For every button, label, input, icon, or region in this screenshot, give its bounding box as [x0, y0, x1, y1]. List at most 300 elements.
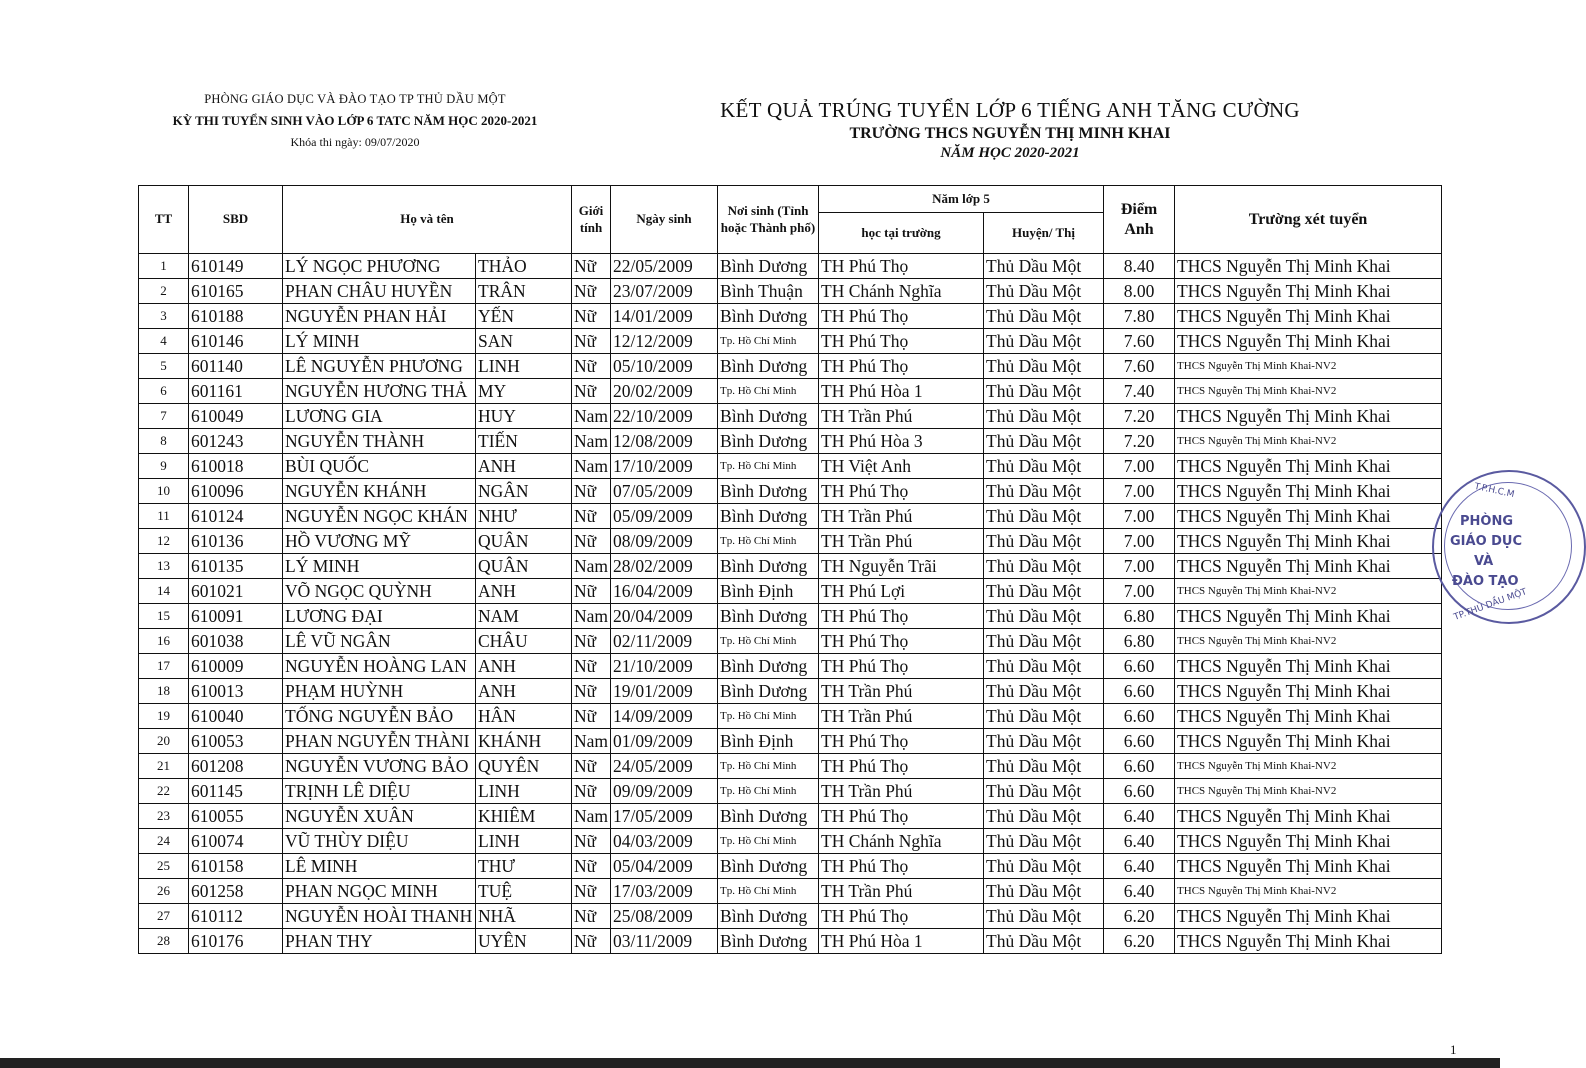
table-row [139, 679, 1442, 704]
row-sbd: 610013 [189, 679, 283, 704]
row-birthplace: Bình Định [718, 579, 819, 604]
row-last-name: LÝ NGỌC PHƯƠNG [283, 254, 476, 279]
row-gender: Nữ [572, 754, 611, 779]
row-school5: TH Phú Thọ [819, 629, 984, 654]
row-last-name: PHAN CHÂU HUYỀN [283, 279, 476, 304]
row-target: THCS Nguyễn Thị Minh Khai [1175, 304, 1442, 329]
row-first-name: LINH [476, 354, 572, 379]
row-school5: TH Trần Phú [819, 879, 984, 904]
table-row [139, 704, 1442, 729]
row-tt: 18 [139, 679, 189, 704]
row-first-name: YẾN [476, 304, 572, 329]
row-last-name: PHAN NGUYỄN THÀNI [283, 729, 476, 754]
row-gender: Nữ [572, 929, 611, 954]
row-tt: 3 [139, 304, 189, 329]
row-target: THCS Nguyễn Thị Minh Khai [1175, 654, 1442, 679]
row-target: THCS Nguyễn Thị Minh Khai [1175, 604, 1442, 629]
row-district: Thủ Dầu Một [984, 654, 1104, 679]
row-sbd: 610135 [189, 554, 283, 579]
row-target: THCS Nguyễn Thị Minh Khai-NV2 [1175, 429, 1442, 454]
row-school5: TH Phú Hòa 1 [819, 929, 984, 954]
row-last-name: NGUYỄN HOÀI THANH [283, 904, 476, 929]
row-first-name: CHÂU [476, 629, 572, 654]
row-target: THCS Nguyễn Thị Minh Khai-NV2 [1175, 754, 1442, 779]
scan-edge [0, 1058, 1500, 1068]
exam-date: Khóa thi ngày: 09/07/2020 [290, 135, 420, 149]
row-last-name: PHAN THY [283, 929, 476, 954]
row-gender: Nữ [572, 779, 611, 804]
row-sbd: 601243 [189, 429, 283, 454]
row-last-name: PHẠM HUỲNH [283, 679, 476, 704]
table-row [139, 729, 1442, 754]
row-school5: TH Phú Thọ [819, 854, 984, 879]
row-district: Thủ Dầu Một [984, 479, 1104, 504]
row-score: 8.40 [1104, 254, 1175, 279]
row-dob: 12/12/2009 [611, 329, 718, 354]
row-first-name: LINH [476, 829, 572, 854]
row-score: 7.00 [1104, 504, 1175, 529]
row-dob: 22/10/2009 [611, 404, 718, 429]
row-tt: 23 [139, 804, 189, 829]
table-row [139, 329, 1442, 354]
table-row [139, 854, 1442, 879]
row-birthplace: Tp. Hồ Chí Minh [718, 754, 819, 779]
row-dob: 17/03/2009 [611, 879, 718, 904]
row-birthplace: Tp. Hồ Chí Minh [718, 879, 819, 904]
row-first-name: UYÊN [476, 929, 572, 954]
row-target: THCS Nguyễn Thị Minh Khai [1175, 554, 1442, 579]
row-sbd: 610009 [189, 654, 283, 679]
row-district: Thủ Dầu Một [984, 904, 1104, 929]
row-district: Thủ Dầu Một [984, 554, 1104, 579]
row-district: Thủ Dầu Một [984, 829, 1104, 854]
table-row [139, 929, 1442, 954]
results-table [138, 185, 1442, 954]
row-last-name: LÊ MINH [283, 854, 476, 879]
row-target: THCS Nguyễn Thị Minh Khai [1175, 704, 1442, 729]
row-sbd: 610055 [189, 804, 283, 829]
row-district: Thủ Dầu Một [984, 279, 1104, 304]
row-school5: TH Phú Thọ [819, 304, 984, 329]
row-district: Thủ Dầu Một [984, 329, 1104, 354]
row-sbd: 610165 [189, 279, 283, 304]
row-sbd: 610091 [189, 604, 283, 629]
row-sbd: 601258 [189, 879, 283, 904]
table-row [139, 904, 1442, 929]
row-last-name: BÙI QUỐC [283, 454, 476, 479]
row-district: Thủ Dầu Một [984, 754, 1104, 779]
row-sbd: 601038 [189, 629, 283, 654]
row-tt: 8 [139, 429, 189, 454]
row-first-name: HÂN [476, 704, 572, 729]
row-school5: TH Phú Hòa 3 [819, 429, 984, 454]
row-score: 7.60 [1104, 354, 1175, 379]
row-last-name: VÕ NGỌC QUỲNH [283, 579, 476, 604]
row-sbd: 610053 [189, 729, 283, 754]
row-gender: Nữ [572, 329, 611, 354]
row-gender: Nữ [572, 829, 611, 854]
table-row [139, 654, 1442, 679]
page-number: 1 [1450, 1042, 1457, 1057]
row-school5: TH Phú Thọ [819, 804, 984, 829]
row-first-name: KHÁNH [476, 729, 572, 754]
table-row [139, 779, 1442, 804]
row-dob: 20/04/2009 [611, 604, 718, 629]
row-last-name: NGUYỄN VƯƠNG BẢO [283, 754, 476, 779]
row-first-name: NGÂN [476, 479, 572, 504]
row-first-name: QUÂN [476, 554, 572, 579]
row-tt: 26 [139, 879, 189, 904]
row-school5: TH Trần Phú [819, 704, 984, 729]
row-first-name: TRÂN [476, 279, 572, 304]
row-birthplace: Bình Dương [718, 304, 819, 329]
row-last-name: NGUYỄN KHÁNH [283, 479, 476, 504]
row-school5: TH Việt Anh [819, 454, 984, 479]
row-last-name: PHAN NGỌC MINH [283, 879, 476, 904]
row-birthplace: Bình Định [718, 729, 819, 754]
row-birthplace: Bình Dương [718, 929, 819, 954]
row-dob: 01/09/2009 [611, 729, 718, 754]
table-row [139, 754, 1442, 779]
row-sbd: 601145 [189, 779, 283, 804]
row-tt: 15 [139, 604, 189, 629]
row-score: 7.60 [1104, 329, 1175, 354]
row-dob: 23/07/2009 [611, 279, 718, 304]
stamp-line-4: ĐÀO TẠO [1452, 574, 1519, 589]
row-birthplace: Bình Dương [718, 479, 819, 504]
row-last-name: NGUYỄN THÀNH [283, 429, 476, 454]
row-target: THCS Nguyễn Thị Minh Khai [1175, 329, 1442, 354]
row-school5: TH Chánh Nghĩa [819, 829, 984, 854]
row-dob: 09/09/2009 [611, 779, 718, 804]
row-last-name: TỐNG NGUYỄN BẢO [283, 704, 476, 729]
row-target: THCS Nguyễn Thị Minh Khai-NV2 [1175, 354, 1442, 379]
row-score: 7.00 [1104, 579, 1175, 604]
row-score: 7.80 [1104, 304, 1175, 329]
row-score: 7.00 [1104, 479, 1175, 504]
row-school5: TH Trần Phú [819, 529, 984, 554]
col-grade5-header: Năm lớp 5 [819, 186, 1104, 213]
stamp-line-1: PHÒNG [1460, 514, 1514, 529]
row-target: THCS Nguyễn Thị Minh Khai [1175, 804, 1442, 829]
row-gender: Nữ [572, 704, 611, 729]
row-dob: 03/11/2009 [611, 929, 718, 954]
row-tt: 28 [139, 929, 189, 954]
row-birthplace: Bình Dương [718, 354, 819, 379]
row-birthplace: Bình Dương [718, 429, 819, 454]
row-score: 6.60 [1104, 779, 1175, 804]
table-row [139, 454, 1442, 479]
row-score: 6.60 [1104, 679, 1175, 704]
row-tt: 12 [139, 529, 189, 554]
row-score: 6.60 [1104, 704, 1175, 729]
row-first-name: ANH [476, 679, 572, 704]
row-score: 6.60 [1104, 754, 1175, 779]
document-title: KẾT QUẢ TRÚNG TUYỂN LỚP 6 TIẾNG ANH TĂNG CƯỜNG [720, 98, 1300, 122]
row-school5: TH Trần Phú [819, 504, 984, 529]
row-dob: 20/02/2009 [611, 379, 718, 404]
row-gender: Nữ [572, 304, 611, 329]
official-stamp [1432, 470, 1586, 624]
row-dob: 16/04/2009 [611, 579, 718, 604]
table-row [139, 304, 1442, 329]
row-gender: Nữ [572, 579, 611, 604]
row-birthplace: Bình Dương [718, 554, 819, 579]
row-first-name: KHIÊM [476, 804, 572, 829]
row-birthplace: Bình Dương [718, 254, 819, 279]
row-tt: 4 [139, 329, 189, 354]
row-sbd: 601208 [189, 754, 283, 779]
row-last-name: HỒ VƯƠNG MỸ [283, 529, 476, 554]
row-tt: 14 [139, 579, 189, 604]
row-target: THCS Nguyễn Thị Minh Khai [1175, 529, 1442, 554]
row-district: Thủ Dầu Một [984, 429, 1104, 454]
table-row [139, 804, 1442, 829]
row-sbd: 601140 [189, 354, 283, 379]
row-gender: Nam [572, 404, 611, 429]
row-district: Thủ Dầu Một [984, 854, 1104, 879]
table-row [139, 404, 1442, 429]
table-row [139, 879, 1442, 904]
row-school5: TH Phú Thọ [819, 254, 984, 279]
row-district: Thủ Dầu Một [984, 729, 1104, 754]
department-name: PHÒNG GIÁO DỤC VÀ ĐÀO TẠO TP THỦ DẦU MỘT [204, 92, 506, 106]
row-birthplace: Tp. Hồ Chí Minh [718, 329, 819, 354]
row-tt: 27 [139, 904, 189, 929]
row-birthplace: Bình Dương [718, 804, 819, 829]
row-dob: 05/04/2009 [611, 854, 718, 879]
row-gender: Nữ [572, 904, 611, 929]
table-row [139, 354, 1442, 379]
row-sbd: 610149 [189, 254, 283, 279]
row-tt: 13 [139, 554, 189, 579]
row-gender: Nam [572, 554, 611, 579]
row-first-name: THẢO [476, 254, 572, 279]
row-gender: Nữ [572, 854, 611, 879]
row-score: 6.20 [1104, 904, 1175, 929]
row-target: THCS Nguyễn Thị Minh Khai-NV2 [1175, 579, 1442, 604]
row-last-name: LÊ NGUYỄN PHƯƠNG [283, 354, 476, 379]
row-school5: TH Trần Phú [819, 679, 984, 704]
row-tt: 11 [139, 504, 189, 529]
row-birthplace: Bình Dương [718, 654, 819, 679]
row-dob: 24/05/2009 [611, 754, 718, 779]
row-dob: 21/10/2009 [611, 654, 718, 679]
row-district: Thủ Dầu Một [984, 679, 1104, 704]
table-row [139, 279, 1442, 304]
table-row [139, 429, 1442, 454]
row-birthplace: Bình Dương [718, 504, 819, 529]
row-sbd: 601021 [189, 579, 283, 604]
row-first-name: TUỆ [476, 879, 572, 904]
row-school5: TH Chánh Nghĩa [819, 279, 984, 304]
row-score: 6.40 [1104, 804, 1175, 829]
row-district: Thủ Dầu Một [984, 779, 1104, 804]
row-birthplace: Bình Dương [718, 854, 819, 879]
row-district: Thủ Dầu Một [984, 404, 1104, 429]
row-school5: TH Phú Lợi [819, 579, 984, 604]
table-row [139, 254, 1442, 279]
col-birthplace-header: Nơi sinh (Tỉnh hoặc Thành phố) [718, 186, 819, 254]
row-birthplace: Tp. Hồ Chí Minh [718, 779, 819, 804]
row-target: THCS Nguyễn Thị Minh Khai [1175, 254, 1442, 279]
row-district: Thủ Dầu Một [984, 929, 1104, 954]
row-first-name: HUY [476, 404, 572, 429]
row-district: Thủ Dầu Một [984, 704, 1104, 729]
row-target: THCS Nguyễn Thị Minh Khai [1175, 679, 1442, 704]
table-row [139, 529, 1442, 554]
row-tt: 20 [139, 729, 189, 754]
row-gender: Nữ [572, 504, 611, 529]
row-tt: 25 [139, 854, 189, 879]
row-birthplace: Tp. Hồ Chí Minh [718, 629, 819, 654]
col-tt-header: TT [139, 186, 189, 254]
row-last-name: LÝ MINH [283, 554, 476, 579]
row-score: 7.20 [1104, 429, 1175, 454]
row-sbd: 610176 [189, 929, 283, 954]
row-target: THCS Nguyễn Thị Minh Khai-NV2 [1175, 629, 1442, 654]
row-target: THCS Nguyễn Thị Minh Khai [1175, 904, 1442, 929]
row-target: THCS Nguyễn Thị Minh Khai [1175, 829, 1442, 854]
row-gender: Nam [572, 729, 611, 754]
row-first-name: SAN [476, 329, 572, 354]
row-sbd: 610040 [189, 704, 283, 729]
row-school5: TH Trần Phú [819, 404, 984, 429]
col-sbd-header: SBD [189, 186, 283, 254]
row-first-name: LINH [476, 779, 572, 804]
row-gender: Nữ [572, 679, 611, 704]
row-dob: 12/08/2009 [611, 429, 718, 454]
row-gender: Nữ [572, 254, 611, 279]
row-dob: 28/02/2009 [611, 554, 718, 579]
row-first-name: QUYÊN [476, 754, 572, 779]
header-right [690, 98, 1330, 162]
row-first-name: NHÃ [476, 904, 572, 929]
row-dob: 17/10/2009 [611, 454, 718, 479]
row-score: 6.40 [1104, 829, 1175, 854]
row-school5: TH Phú Thọ [819, 729, 984, 754]
row-gender: Nữ [572, 629, 611, 654]
row-sbd: 610096 [189, 479, 283, 504]
school-year: NĂM HỌC 2020-2021 [940, 145, 1080, 161]
col-school5-header: học tại trường [819, 213, 984, 254]
row-last-name: NGUYỄN XUÂN [283, 804, 476, 829]
row-district: Thủ Dầu Một [984, 804, 1104, 829]
row-sbd: 610188 [189, 304, 283, 329]
row-target: THCS Nguyễn Thị Minh Khai-NV2 [1175, 879, 1442, 904]
row-tt: 19 [139, 704, 189, 729]
row-gender: Nam [572, 604, 611, 629]
row-dob: 19/01/2009 [611, 679, 718, 704]
row-school5: TH Phú Thọ [819, 329, 984, 354]
row-first-name: ANH [476, 579, 572, 604]
row-score: 6.20 [1104, 929, 1175, 954]
row-score: 7.00 [1104, 529, 1175, 554]
col-dob-header: Ngày sinh [611, 186, 718, 254]
row-score: 7.20 [1104, 404, 1175, 429]
row-first-name: QUÂN [476, 529, 572, 554]
row-dob: 05/10/2009 [611, 354, 718, 379]
row-dob: 07/05/2009 [611, 479, 718, 504]
row-sbd: 610074 [189, 829, 283, 854]
row-school5: TH Phú Thọ [819, 904, 984, 929]
row-score: 7.00 [1104, 554, 1175, 579]
row-target: THCS Nguyễn Thị Minh Khai [1175, 854, 1442, 879]
row-district: Thủ Dầu Một [984, 379, 1104, 404]
table-row [139, 579, 1442, 604]
row-score: 7.00 [1104, 454, 1175, 479]
table-row [139, 629, 1442, 654]
row-last-name: TRỊNH LÊ DIỆU [283, 779, 476, 804]
row-first-name: MY [476, 379, 572, 404]
row-gender: Nữ [572, 529, 611, 554]
row-target: THCS Nguyễn Thị Minh Khai [1175, 504, 1442, 529]
row-score: 6.80 [1104, 604, 1175, 629]
row-tt: 22 [139, 779, 189, 804]
row-school5: TH Trần Phú [819, 779, 984, 804]
row-last-name: LÊ VŨ NGÂN [283, 629, 476, 654]
row-birthplace: Bình Thuận [718, 279, 819, 304]
row-target: THCS Nguyễn Thị Minh Khai [1175, 929, 1442, 954]
row-school5: TH Phú Thọ [819, 654, 984, 679]
row-sbd: 601161 [189, 379, 283, 404]
row-score: 6.60 [1104, 654, 1175, 679]
row-last-name: LƯƠNG GIA [283, 404, 476, 429]
row-district: Thủ Dầu Một [984, 604, 1104, 629]
row-dob: 17/05/2009 [611, 804, 718, 829]
row-gender: Nữ [572, 354, 611, 379]
row-school5: TH Phú Thọ [819, 754, 984, 779]
table-row [139, 504, 1442, 529]
row-district: Thủ Dầu Một [984, 504, 1104, 529]
row-score: 6.80 [1104, 629, 1175, 654]
row-target: THCS Nguyễn Thị Minh Khai [1175, 454, 1442, 479]
row-sbd: 610124 [189, 504, 283, 529]
row-sbd: 610136 [189, 529, 283, 554]
row-dob: 14/01/2009 [611, 304, 718, 329]
row-tt: 24 [139, 829, 189, 854]
row-first-name: THƯ [476, 854, 572, 879]
row-last-name: NGUYỄN HOÀNG LAN [283, 654, 476, 679]
table-row [139, 554, 1442, 579]
table-row [139, 479, 1442, 504]
row-district: Thủ Dầu Một [984, 529, 1104, 554]
row-tt: 9 [139, 454, 189, 479]
row-dob: 05/09/2009 [611, 504, 718, 529]
exam-title: KỲ THI TUYỂN SINH VÀO LỚP 6 TATC NĂM HỌC 2020-2021 [172, 113, 538, 128]
row-dob: 14/09/2009 [611, 704, 718, 729]
row-target: THCS Nguyễn Thị Minh Khai-NV2 [1175, 379, 1442, 404]
row-district: Thủ Dầu Một [984, 629, 1104, 654]
row-gender: Nam [572, 429, 611, 454]
row-birthplace: Tp. Hồ Chí Minh [718, 529, 819, 554]
row-first-name: NHƯ [476, 504, 572, 529]
row-school5: TH Phú Hòa 1 [819, 379, 984, 404]
row-birthplace: Bình Dương [718, 404, 819, 429]
stamp-arc-bottom: TP.THỦ DẦU MỘT [1452, 587, 1529, 623]
row-birthplace: Bình Dương [718, 904, 819, 929]
table-row [139, 379, 1442, 404]
row-score: 6.40 [1104, 879, 1175, 904]
row-school5: TH Phú Thọ [819, 604, 984, 629]
row-tt: 6 [139, 379, 189, 404]
row-school5: TH Nguyễn Trãi [819, 554, 984, 579]
row-birthplace: Tp. Hồ Chí Minh [718, 379, 819, 404]
row-tt: 7 [139, 404, 189, 429]
row-target: THCS Nguyễn Thị Minh Khai [1175, 729, 1442, 754]
row-tt: 1 [139, 254, 189, 279]
row-gender: Nữ [572, 879, 611, 904]
